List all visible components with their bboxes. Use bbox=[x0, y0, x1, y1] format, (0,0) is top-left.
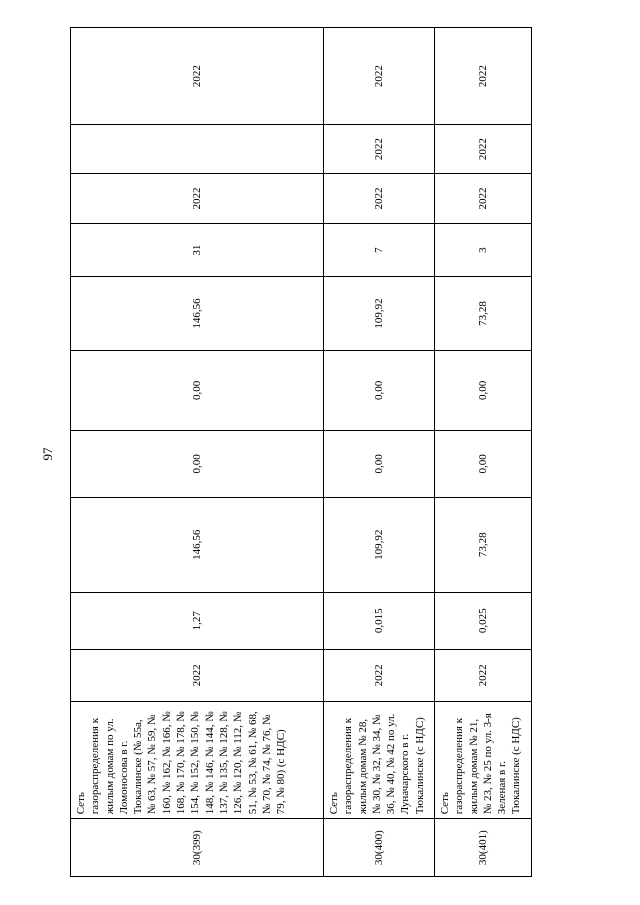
total-cell: 146,56 bbox=[71, 497, 324, 592]
table-row bbox=[324, 28, 435, 877]
count-cell: 7 bbox=[324, 223, 435, 276]
year-1-cell: 2022 bbox=[71, 174, 324, 224]
year-start-cell: 2022 bbox=[435, 649, 532, 701]
year-1-cell: 2022 bbox=[324, 174, 435, 224]
length-cell: 1,27 bbox=[71, 592, 324, 649]
year-3-cell: 2022 bbox=[435, 28, 532, 125]
table-row bbox=[435, 28, 532, 877]
value-b-cell: 0,00 bbox=[324, 350, 435, 430]
value-b-cell: 0,00 bbox=[71, 350, 324, 430]
value-a-cell: 0,00 bbox=[435, 431, 532, 497]
value-a-cell: 0,00 bbox=[324, 431, 435, 497]
year-2-cell: 2022 bbox=[324, 125, 435, 174]
year-start-cell: 2022 bbox=[71, 649, 324, 701]
row-id-cell: 30(399) bbox=[71, 819, 324, 877]
year-2-cell bbox=[71, 125, 324, 174]
row-id-cell: 30(400) bbox=[324, 819, 435, 877]
year-start-cell: 2022 bbox=[324, 649, 435, 701]
value-b-cell: 0,00 bbox=[435, 350, 532, 430]
value-c-cell: 73,28 bbox=[435, 277, 532, 350]
table-row bbox=[71, 28, 324, 877]
value-c-cell: 109,92 bbox=[324, 277, 435, 350]
year-1-cell: 2022 bbox=[435, 174, 532, 224]
year-2-cell: 2022 bbox=[435, 125, 532, 174]
object-name-cell: Сеть газораспределения к жилым домам по ул. Ломоносова в г. Тюкалинске (№ 55а, № 63, № 57, № 59, № 160, № 162, № 166, № 168, № 170, № 178, № 154, № 152, № 150, № 148, № 146, № 144, № 137, № 135, № 128, № 126, № 120, № 112, № 51, № 53, № 61, № 68, № 70, № 74, № 76, № 79, № 80) (с НДС) bbox=[71, 702, 324, 819]
object-name-cell: Сеть газораспределения к жилым домам № 28, № 30, № 32, № 34, № 36, № 40, № 42 по ул. Луначарского в г. Тюкалинске (с НДС) bbox=[324, 702, 435, 819]
table-wrapper bbox=[70, 28, 531, 877]
page-number: 97 bbox=[40, 447, 55, 461]
row-id-cell: 30(401) bbox=[435, 819, 532, 877]
year-3-cell: 2022 bbox=[324, 28, 435, 125]
value-a-cell: 0,00 bbox=[71, 431, 324, 497]
length-cell: 0,015 bbox=[324, 592, 435, 649]
length-cell: 0,025 bbox=[435, 592, 532, 649]
count-cell: 31 bbox=[71, 223, 324, 276]
object-name-cell: Сеть газораспределения к жилым домам № 21, № 23, № 25 по ул. 3-я Зеленая в г. Тюкалинске (с НДС) bbox=[435, 702, 532, 819]
count-cell: 3 bbox=[435, 223, 532, 276]
value-c-cell: 146,56 bbox=[71, 277, 324, 350]
total-cell: 73,28 bbox=[435, 497, 532, 592]
total-cell: 109,92 bbox=[324, 497, 435, 592]
investment-table bbox=[70, 27, 532, 877]
year-3-cell: 2022 bbox=[71, 28, 324, 125]
